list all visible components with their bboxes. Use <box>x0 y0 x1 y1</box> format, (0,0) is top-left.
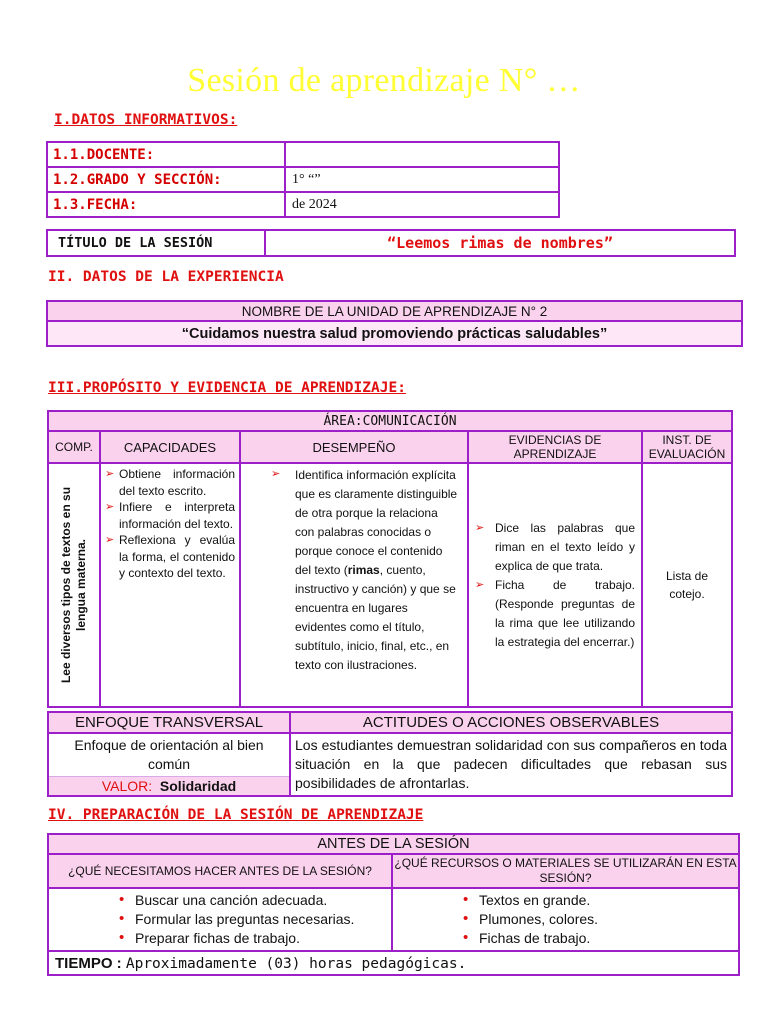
section-heading: III.PROPÓSITO Y EVIDENCIA DE APRENDIZAJE: <box>48 380 406 396</box>
recurso-item: • Plumones, colores. <box>463 910 599 927</box>
bullet-icon: • <box>463 929 469 946</box>
tiempo-label: TIEMPO <box>55 954 113 972</box>
antes-header: ANTES DE LA SESIÓN <box>48 834 739 854</box>
arrow-bullet-icon: ➢ <box>271 468 281 480</box>
proposito-table <box>47 410 733 708</box>
header-comp: COMP. <box>48 431 100 463</box>
unidad-header: NOMBRE DE LA UNIDAD DE APRENDIZAJE N° 2 <box>47 301 742 321</box>
hacer-item: • Formular las preguntas necesarias. <box>119 910 355 927</box>
titulo-sesion-table <box>46 229 736 257</box>
instrumento-value: Lista de cotejo. <box>642 463 732 707</box>
valor-label: VALOR: <box>101 778 153 794</box>
actitudes-value: Los estudiantes demuestran solidaridad con sus compañeros en toda situación en la que padecen dificultades que rebasan sus posibilidades de afrontarlas. <box>290 733 732 796</box>
grado-value: 1° “” <box>285 167 559 192</box>
fecha-value: de 2024 <box>285 192 559 217</box>
unidad-table <box>46 300 743 347</box>
evidencia-item: ➢ Dice las palabras que riman en el texto leído y explica de que trata. <box>475 520 635 573</box>
recurso-item: • Textos en grande. <box>463 891 591 908</box>
bullet-icon: • <box>119 891 125 908</box>
enfoque-cell <box>48 733 290 796</box>
recursos-header: ¿QUÉ RECURSOS O MATERIALES SE UTILIZARÁN EN ESTA SESIÓN? <box>392 854 739 888</box>
recurso-item: • Fichas de trabajo. <box>463 929 591 946</box>
bullet-icon: • <box>119 929 125 946</box>
competencia-text: Lee diversos tipos de textos en su lengua materna. <box>59 486 88 684</box>
valor-row <box>49 776 289 795</box>
grado-label: 1.2.GRADO Y SECCIÓN: <box>47 167 285 192</box>
preparacion-table <box>47 833 740 976</box>
unidad-name: “Cuidamos nuestra salud promoviendo prácticas saludables” <box>47 321 742 346</box>
bullet-icon: • <box>119 910 125 927</box>
enfoque-header: ENFOQUE TRANSVERSAL <box>48 712 290 733</box>
competencia-cell <box>48 463 100 707</box>
bullet-icon: • <box>463 891 469 908</box>
header-evidencias: EVIDENCIAS DE APRENDIZAJE <box>468 431 642 463</box>
arrow-bullet-icon: ➢ <box>105 534 115 546</box>
capacidades-cell <box>100 463 240 707</box>
arrow-bullet-icon: ➢ <box>475 521 485 534</box>
section-heading: I.DATOS INFORMATIVOS: <box>54 112 238 128</box>
arrow-bullet-icon: ➢ <box>105 468 115 480</box>
evidencia-item: ➢ Ficha de trabajo. (Responde preguntas de la rima que lee utilizando la estrategia del encerrar.) <box>475 577 635 649</box>
section-heading: II. DATOS DE LA EXPERIENCIA <box>48 269 284 285</box>
section-preparacion <box>48 807 423 823</box>
enfoque-value: Enfoque de orientación al bien común <box>74 737 264 772</box>
titulo-sesion-label: TÍTULO DE LA SESIÓN <box>47 230 265 256</box>
desempeno-cell <box>240 463 468 707</box>
section-heading: IV. PREPARACIÓN DE LA SESIÓN DE APRENDIZAJE <box>48 807 424 823</box>
hacer-header: ¿QUÉ NECESITAMOS HACER ANTES DE LA SESIÓN? <box>48 854 392 888</box>
docente-value <box>285 142 559 167</box>
recursos-cell <box>392 888 739 951</box>
tiempo-value: Aproximadamente (03) horas pedagógicas. <box>125 955 467 972</box>
docente-label: 1.1.DOCENTE: <box>47 142 285 167</box>
page-title: Sesión de aprendizaje N° … <box>187 62 581 99</box>
datos-informativos-table <box>46 141 560 218</box>
section-proposito <box>48 380 406 396</box>
hacer-item: • Buscar una canción adecuada. <box>119 891 328 908</box>
desempeno-text: Identifica información explícita que es claramente distinguible de otra porque la relaciona con palabras conocidas o porque conoce el contenido del texto (rimas, cuento, instructivo y canción) y que se encuentra en lugares evidentes como el título, subtítulo, inicio, final, etc., en texto con ilustraciones. <box>295 468 458 672</box>
header-desempeno: DESEMPEÑO <box>240 431 468 463</box>
header-capacidades: CAPACIDADES <box>100 431 240 463</box>
hacer-item: • Preparar fichas de trabajo. <box>119 929 300 946</box>
capacidad-item: ➢ Reflexiona y evalúa la forma, el contenido y contexto del texto. <box>105 533 235 580</box>
hacer-cell <box>48 888 392 951</box>
actitudes-header: ACTITUDES O ACCIONES OBSERVABLES <box>290 712 732 733</box>
bullet-icon: • <box>463 910 469 927</box>
titulo-sesion-value: “Leemos rimas de nombres” <box>265 230 735 256</box>
area-header: ÁREA:COMUNICACIÓN <box>48 411 732 431</box>
fecha-label: 1.3.FECHA: <box>47 192 285 217</box>
evidencias-cell <box>468 463 642 707</box>
capacidad-item: ➢ Infiere e interpreta información del texto. <box>105 500 235 531</box>
arrow-bullet-icon: ➢ <box>475 578 485 591</box>
arrow-bullet-icon: ➢ <box>105 501 115 513</box>
header-inst: INST. DE EVALUACIÓN <box>642 431 732 463</box>
valor-value: Solidaridad <box>159 778 237 794</box>
tiempo-row: TIEMPO : Aproximadamente (03) horas pedagógicas. <box>48 951 739 975</box>
section-datos-experiencia <box>48 269 284 285</box>
capacidad-item: ➢ Obtiene información del texto escrito. <box>105 467 235 498</box>
enfoque-table <box>47 711 733 797</box>
section-datos-informativos <box>54 112 237 128</box>
